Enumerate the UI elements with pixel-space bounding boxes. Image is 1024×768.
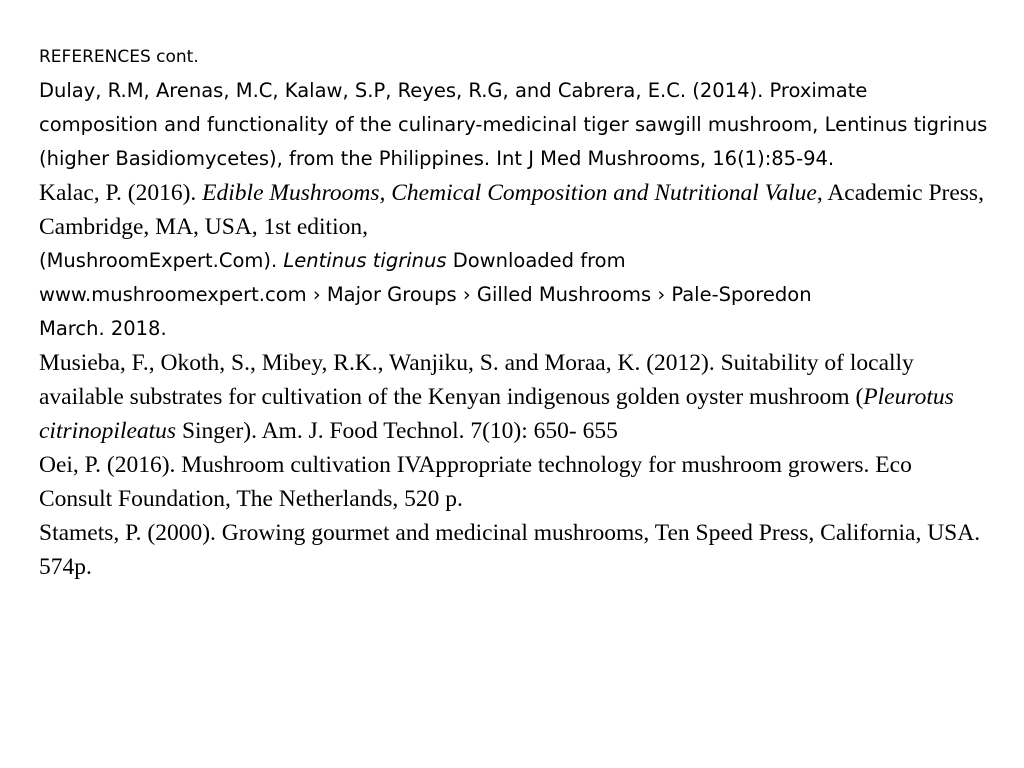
reference-kalac-title: Edible Mushrooms, Chemical Composition and Nutritional Value: [202, 180, 817, 206]
reference-mushroomexpert: [39, 244, 989, 346]
reference-dulay: Dulay, R.M, Arenas, M.C, Kalaw, S.P, Reyes, R.G, and Cabrera, E.C. (2014). Proximate composition and functionality of the culinary-medicinal tiger sawgill mushroom, Lentinus tigrinus (higher Basidiomycetes), from the Philippines. Int J Med Mushrooms, 16(1):85-94.: [39, 79, 988, 170]
reference-musieba-journal: Singer). Am. J. Food Technol. 7(10): 650- 655: [176, 418, 618, 444]
reference-oei: Oei, P. (2016). Mushroom cultivation IVAppropriate technology for mushroom growers. Eco Consult Foundation, The Netherlands, 520 p.: [39, 452, 912, 512]
reference-musieba: [39, 346, 989, 448]
reference-mushroomexpert-downloaded: Downloaded from: [446, 249, 626, 272]
references-slide: [39, 40, 989, 584]
reference-mushroomexpert-url: www.mushroomexpert.com › Major Groups › Gilled Mushrooms › Pale-Sporedon: [39, 283, 812, 306]
reference-mushroomexpert-date: March. 2018.: [39, 317, 167, 340]
reference-kalac-author: Kalac, P. (2016).: [39, 180, 203, 206]
reference-mushroomexpert-source: (MushroomExpert.Com).: [39, 249, 284, 272]
reference-musieba-species: Pleurotus citrinopileatus: [39, 384, 954, 444]
reference-kalac: [39, 176, 989, 244]
references-heading: REFERENCES cont.: [39, 47, 199, 67]
reference-mushroomexpert-species: Lentinus tigrinus: [283, 249, 447, 272]
reference-stamets: Stamets, P. (2000). Growing gourmet and medicinal mushrooms, Ten Speed Press, California, USA. 574p.: [39, 520, 981, 580]
reference-kalac-publisher: , Academic Press, Cambridge, MA, USA, 1st edition,: [39, 180, 984, 240]
reference-musieba-authors: Musieba, F., Okoth, S., Mibey, R.K., Wanjiku, S. and Moraa, K. (2012). Suitability of locally available substrates for cultivation of the Kenyan indigenous golden oyster mushroom (: [39, 350, 914, 410]
